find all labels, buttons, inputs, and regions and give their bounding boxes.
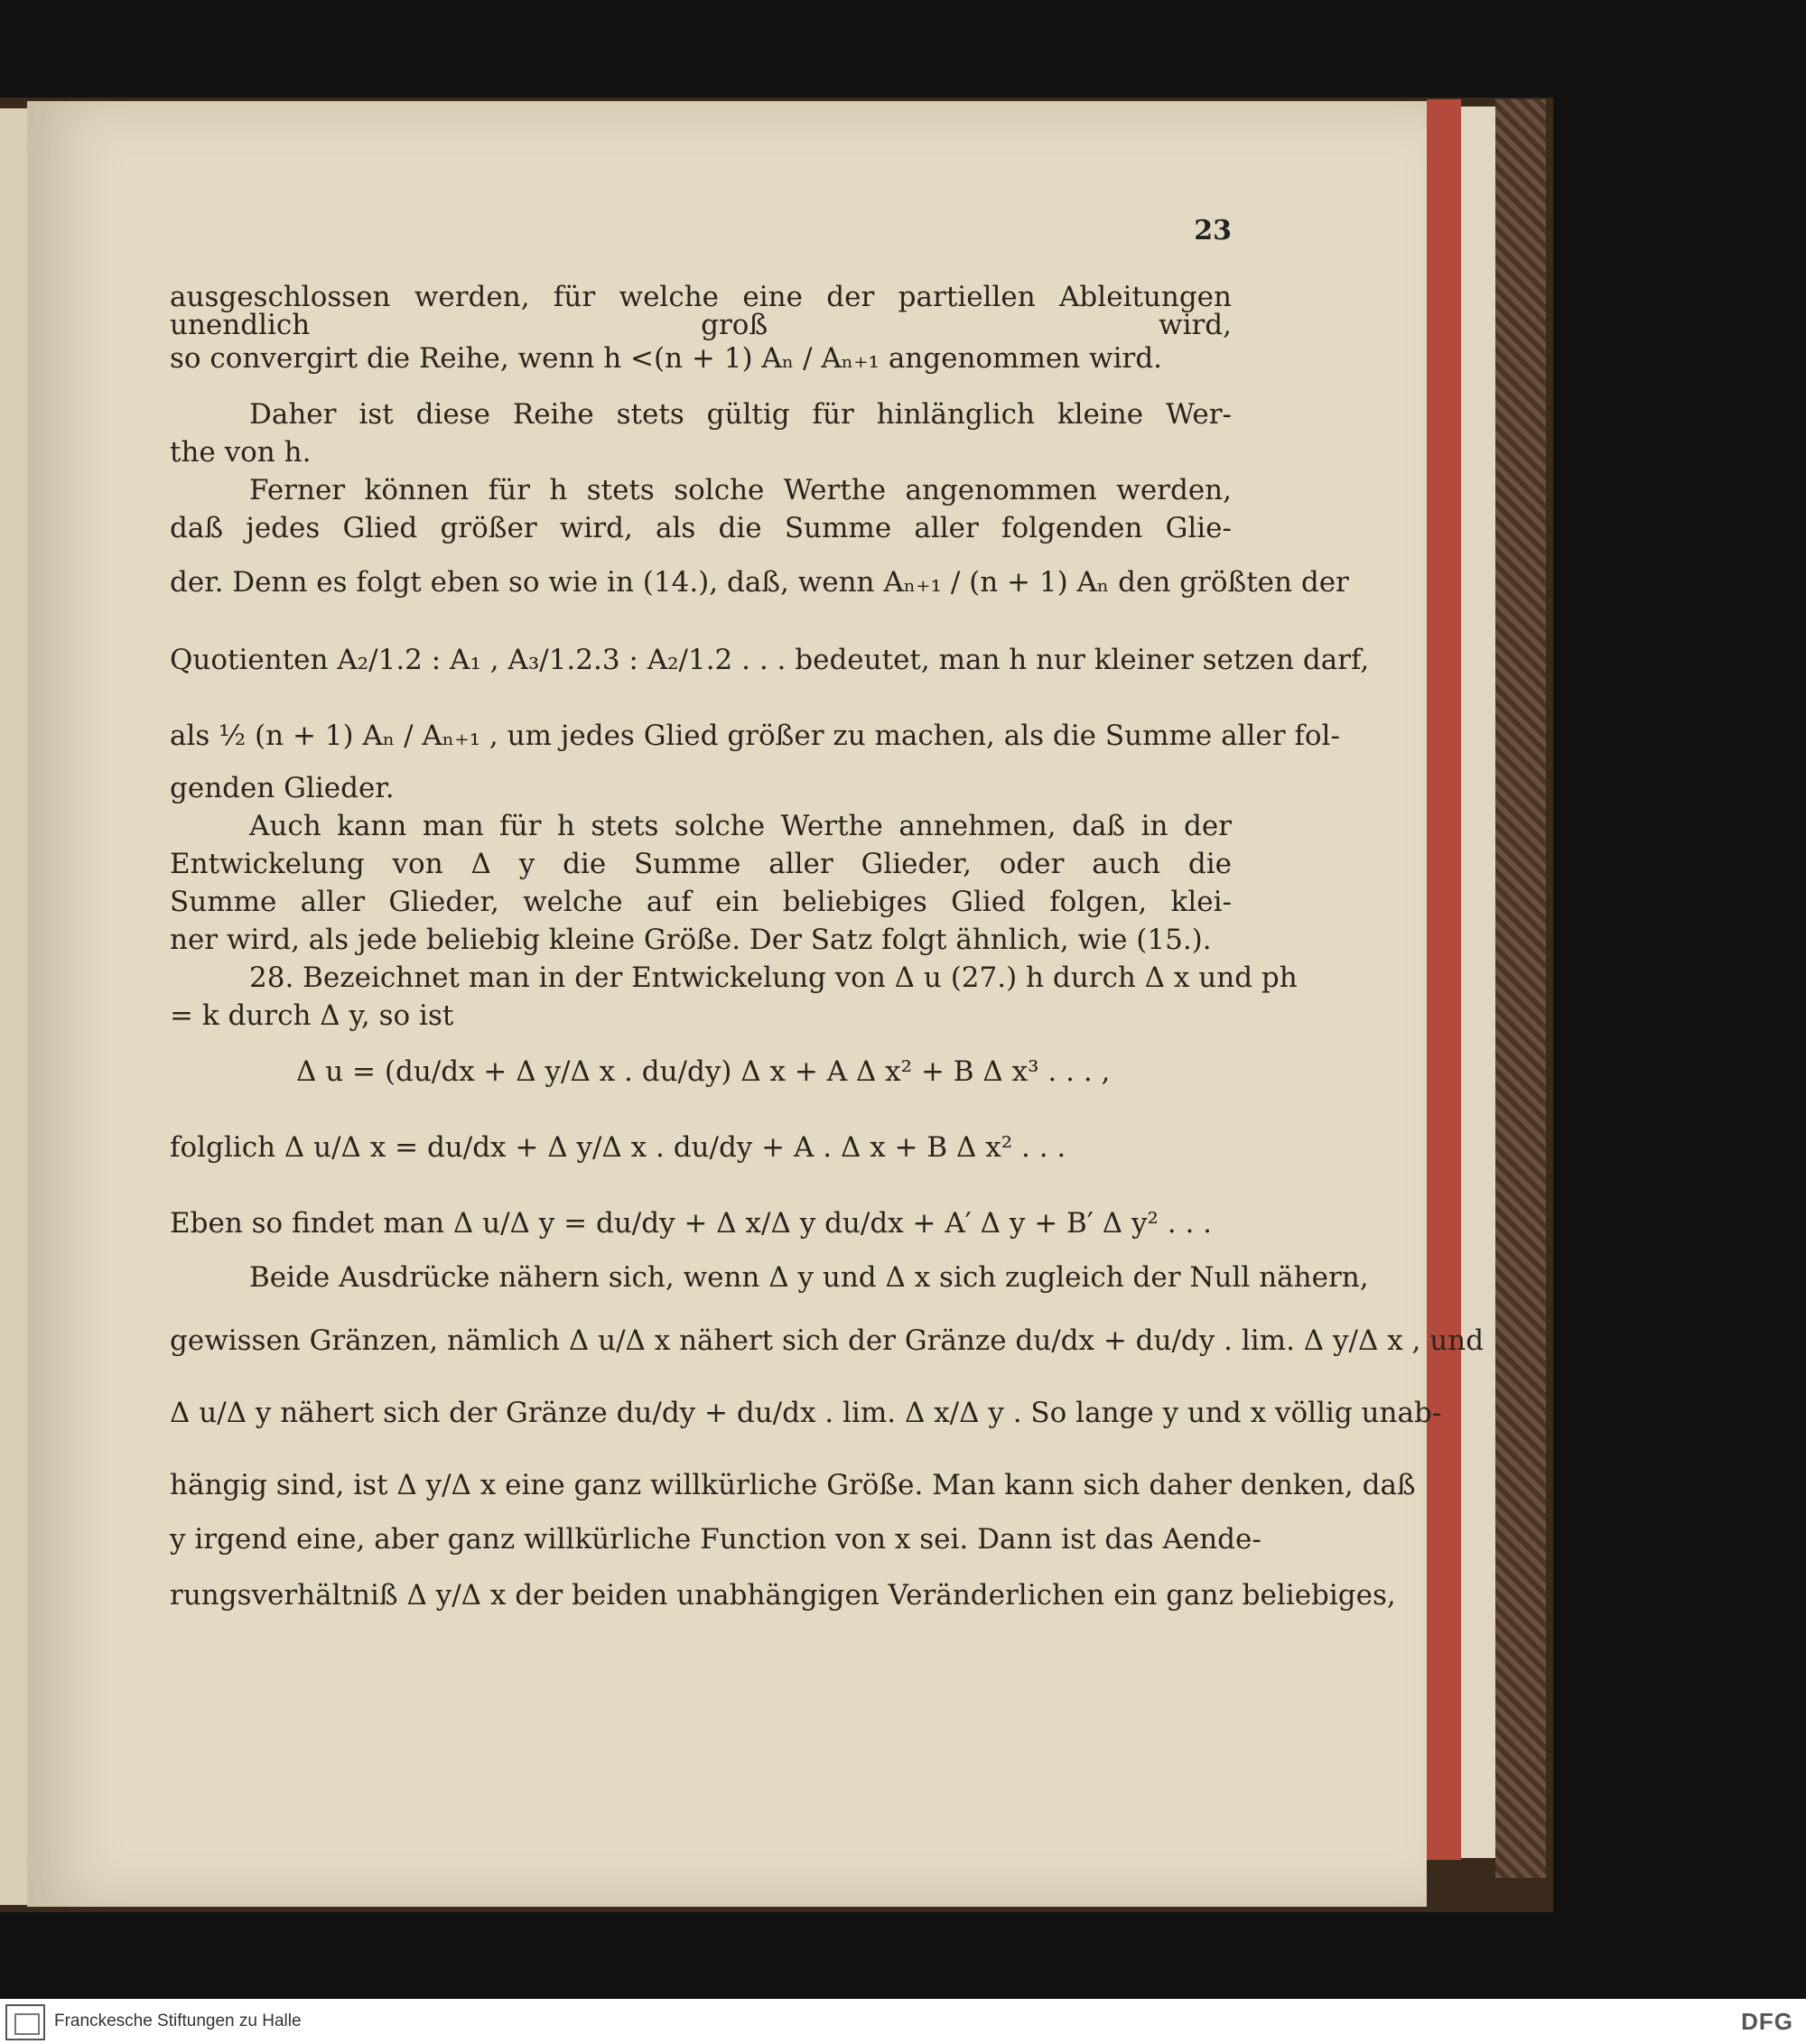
text-line: 28. Bezeichnet man in der Entwickelung von Δ u (27.) h durch Δ x und ph bbox=[249, 962, 1298, 994]
marbled-cover-edge bbox=[1495, 99, 1546, 1878]
text-line: hängig sind, ist Δ y/Δ x eine ganz willkürliche Größe. Man kann sich daher denken, daß bbox=[170, 1469, 1416, 1501]
text-line: y irgend eine, aber ganz willkürliche Function von x sei. Dann ist das Aende- bbox=[170, 1523, 1261, 1556]
formula-line: Eben so findet man Δ u/Δ y = du/dy + Δ x/Δ y du/dx + A′ Δ y + B′ Δ y² . . . bbox=[170, 1207, 1213, 1240]
dfg-logo: DFG bbox=[1741, 2008, 1793, 2035]
text-line: Beide Ausdrücke nähern sich, wenn Δ y und Δ x sich zugleich der Null nähern, bbox=[249, 1261, 1369, 1294]
text-line: Daher ist diese Reihe stets gültig für hinlänglich kleine Wer- bbox=[249, 398, 1232, 431]
page-block-edge bbox=[1461, 107, 1495, 1858]
text-line: genden Glieder. bbox=[170, 772, 395, 804]
formula-line: folglich Δ u/Δ x = du/dx + Δ y/Δ x . du/dy + A . Δ x + B Δ x² . . . bbox=[170, 1131, 1066, 1164]
viewer-footer bbox=[0, 1999, 1806, 2044]
franckesche-stiftungen-logo-icon bbox=[5, 2004, 45, 2040]
institution-name: Franckesche Stiftungen zu Halle bbox=[54, 2011, 302, 2030]
text-line: ausgeschlossen werden, für welche eine der partiellen Ableitungen unendlich groß wird, bbox=[170, 281, 1232, 341]
text-line: Ferner können für h stets solche Werthe angenommen werden, bbox=[249, 474, 1232, 506]
text-line: Quotienten A₂/1.2 : A₁ , A₃/1.2.3 : A₂/1.2 . . . bedeutet, man h nur kleiner setzen darf, bbox=[170, 644, 1370, 676]
text-line: der. Denn es folgt eben so wie in (14.), daß, wenn Aₙ₊₁ / (n + 1) Aₙ den größten der bbox=[170, 566, 1349, 599]
red-page-edges bbox=[1427, 99, 1461, 1860]
text-line: so convergirt die Reihe, wenn h <(n + 1) Aₙ / Aₙ₊₁ angenommen wird. bbox=[170, 342, 1163, 375]
text-line: rungsverhältniß Δ y/Δ x der beiden unabhängigen Veränderlichen ein ganz beliebiges, bbox=[170, 1579, 1396, 1612]
text-line: daß jedes Glied größer wird, als die Summe aller folgenden Glie- bbox=[170, 512, 1232, 544]
text-line: ner wird, als jede beliebig kleine Größe. Der Satz folgt ähnlich, wie (15.). bbox=[170, 924, 1212, 956]
text-line: Entwickelung von Δ y die Summe aller Glieder, oder auch die bbox=[170, 848, 1232, 880]
text-line: = k durch Δ y, so ist bbox=[170, 999, 454, 1032]
text-line: Δ u/Δ y nähert sich der Gränze du/dy + du/dx . lim. Δ x/Δ y . So lange y und x völlig unab- bbox=[170, 1397, 1442, 1429]
left-page-edge bbox=[0, 108, 27, 1905]
text-line: gewissen Gränzen, nämlich Δ u/Δ x nähert sich der Gränze du/dx + du/dy . lim. Δ y/Δ x , und bbox=[170, 1324, 1485, 1357]
text-line: the von h. bbox=[170, 436, 312, 469]
formula-line: Δ u = (du/dx + Δ y/Δ x . du/dy) Δ x + A Δ x² + B Δ x³ . . . , bbox=[296, 1055, 1111, 1088]
page-number: 23 bbox=[1194, 215, 1232, 246]
text-line: Summe aller Glieder, welche auf ein beliebiges Glied folgen, klei- bbox=[170, 886, 1232, 918]
text-line: Auch kann man für h stets solche Werthe annehmen, daß in der bbox=[249, 810, 1232, 842]
text-line: als ½ (n + 1) Aₙ / Aₙ₊₁ , um jedes Glied größer zu machen, als die Summe aller fol- bbox=[170, 720, 1340, 752]
